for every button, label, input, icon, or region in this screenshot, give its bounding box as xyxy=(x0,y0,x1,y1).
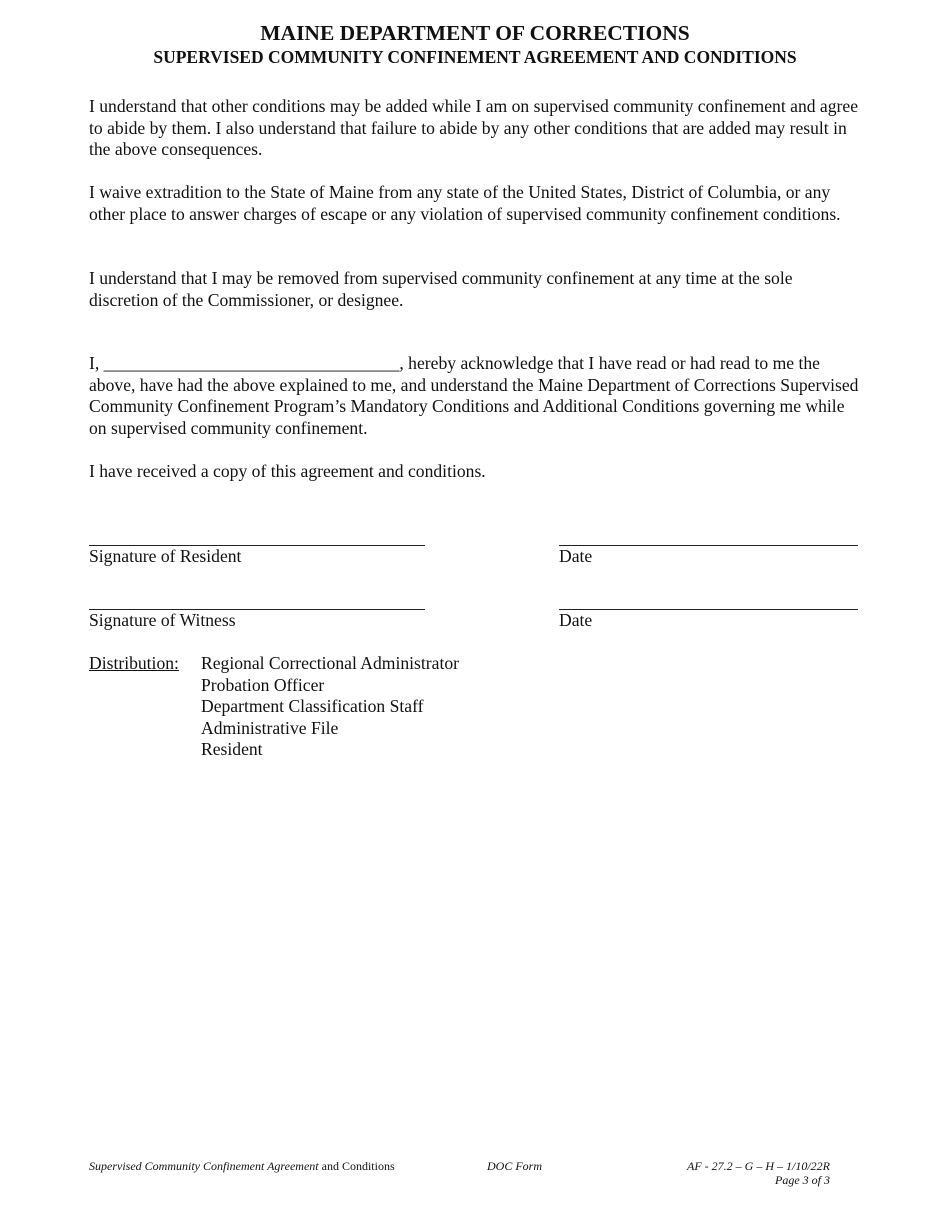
acknowledgement-prefix: I, xyxy=(89,353,100,373)
footer-doc-form: DOC Form xyxy=(487,1159,543,1173)
paragraph-extradition-waiver: I waive extradition to the State of Maine from any state of the United States, District of Columbia, or any other place to answer charges of escape or any violation of supervised community confinement conditions. xyxy=(89,182,841,224)
paragraph-removal-discretion: I understand that I may be removed from supervised community confinement at any time at the sole discretion of the Commissioner, or designee. xyxy=(89,268,793,310)
distribution-item: Administrative File xyxy=(201,717,339,738)
distribution-list xyxy=(201,653,459,761)
distribution-item: Department Classification Staff xyxy=(201,696,424,716)
footer-form-code: AF - 27.2 – G – H – 1/10/22R xyxy=(687,1159,830,1173)
document-subtitle: SUPERVISED COMMUNITY CONFINEMENT AGREEMENT AND CONDITIONS xyxy=(153,47,797,67)
document-header xyxy=(0,20,950,68)
paragraph-copy-received: I have received a copy of this agreement and conditions. xyxy=(89,461,486,481)
resident-name-field[interactable]: __________________________________ xyxy=(103,353,400,373)
resident-date-label: Date xyxy=(559,546,593,566)
footer-form-title-plain: and Conditions xyxy=(318,1159,395,1173)
document-title: MAINE DEPARTMENT OF CORRECTIONS xyxy=(260,21,690,45)
footer-form-code-block xyxy=(687,1159,830,1187)
acknowledgement-text: , hereby acknowledge that I have read or had read to me the above, have had the above explained to me, and understand the Maine Department of Corrections Supervised Community Confinement Program’s Mandatory Conditions and Additional Conditions governing me while on supervised community confinement. xyxy=(89,353,859,438)
footer-form-title xyxy=(89,1159,395,1173)
paragraph-acknowledgement xyxy=(89,353,864,439)
resident-date-line[interactable] xyxy=(559,545,858,546)
distribution-item: Resident xyxy=(201,739,263,759)
distribution-item: Probation Officer xyxy=(201,674,325,695)
footer-page-number: Page 3 of 3 xyxy=(775,1173,830,1187)
distribution-item: Regional Correctional Administrator xyxy=(201,653,459,673)
distribution-label: Distribution: xyxy=(89,653,179,673)
witness-date-line[interactable] xyxy=(559,609,858,610)
witness-signature-label: Signature of Witness xyxy=(89,610,236,630)
footer-form-title-italic: Supervised Community Confinement Agreement xyxy=(89,1159,319,1173)
paragraph-additional-conditions: I understand that other conditions may be added while I am on supervised community confinement and agree to abide by them. I also understand that failure to abide by any other conditions that are added may result in the above consequences. xyxy=(89,96,859,159)
witness-date-label: Date xyxy=(559,610,593,630)
resident-signature-label: Signature of Resident xyxy=(89,546,242,566)
